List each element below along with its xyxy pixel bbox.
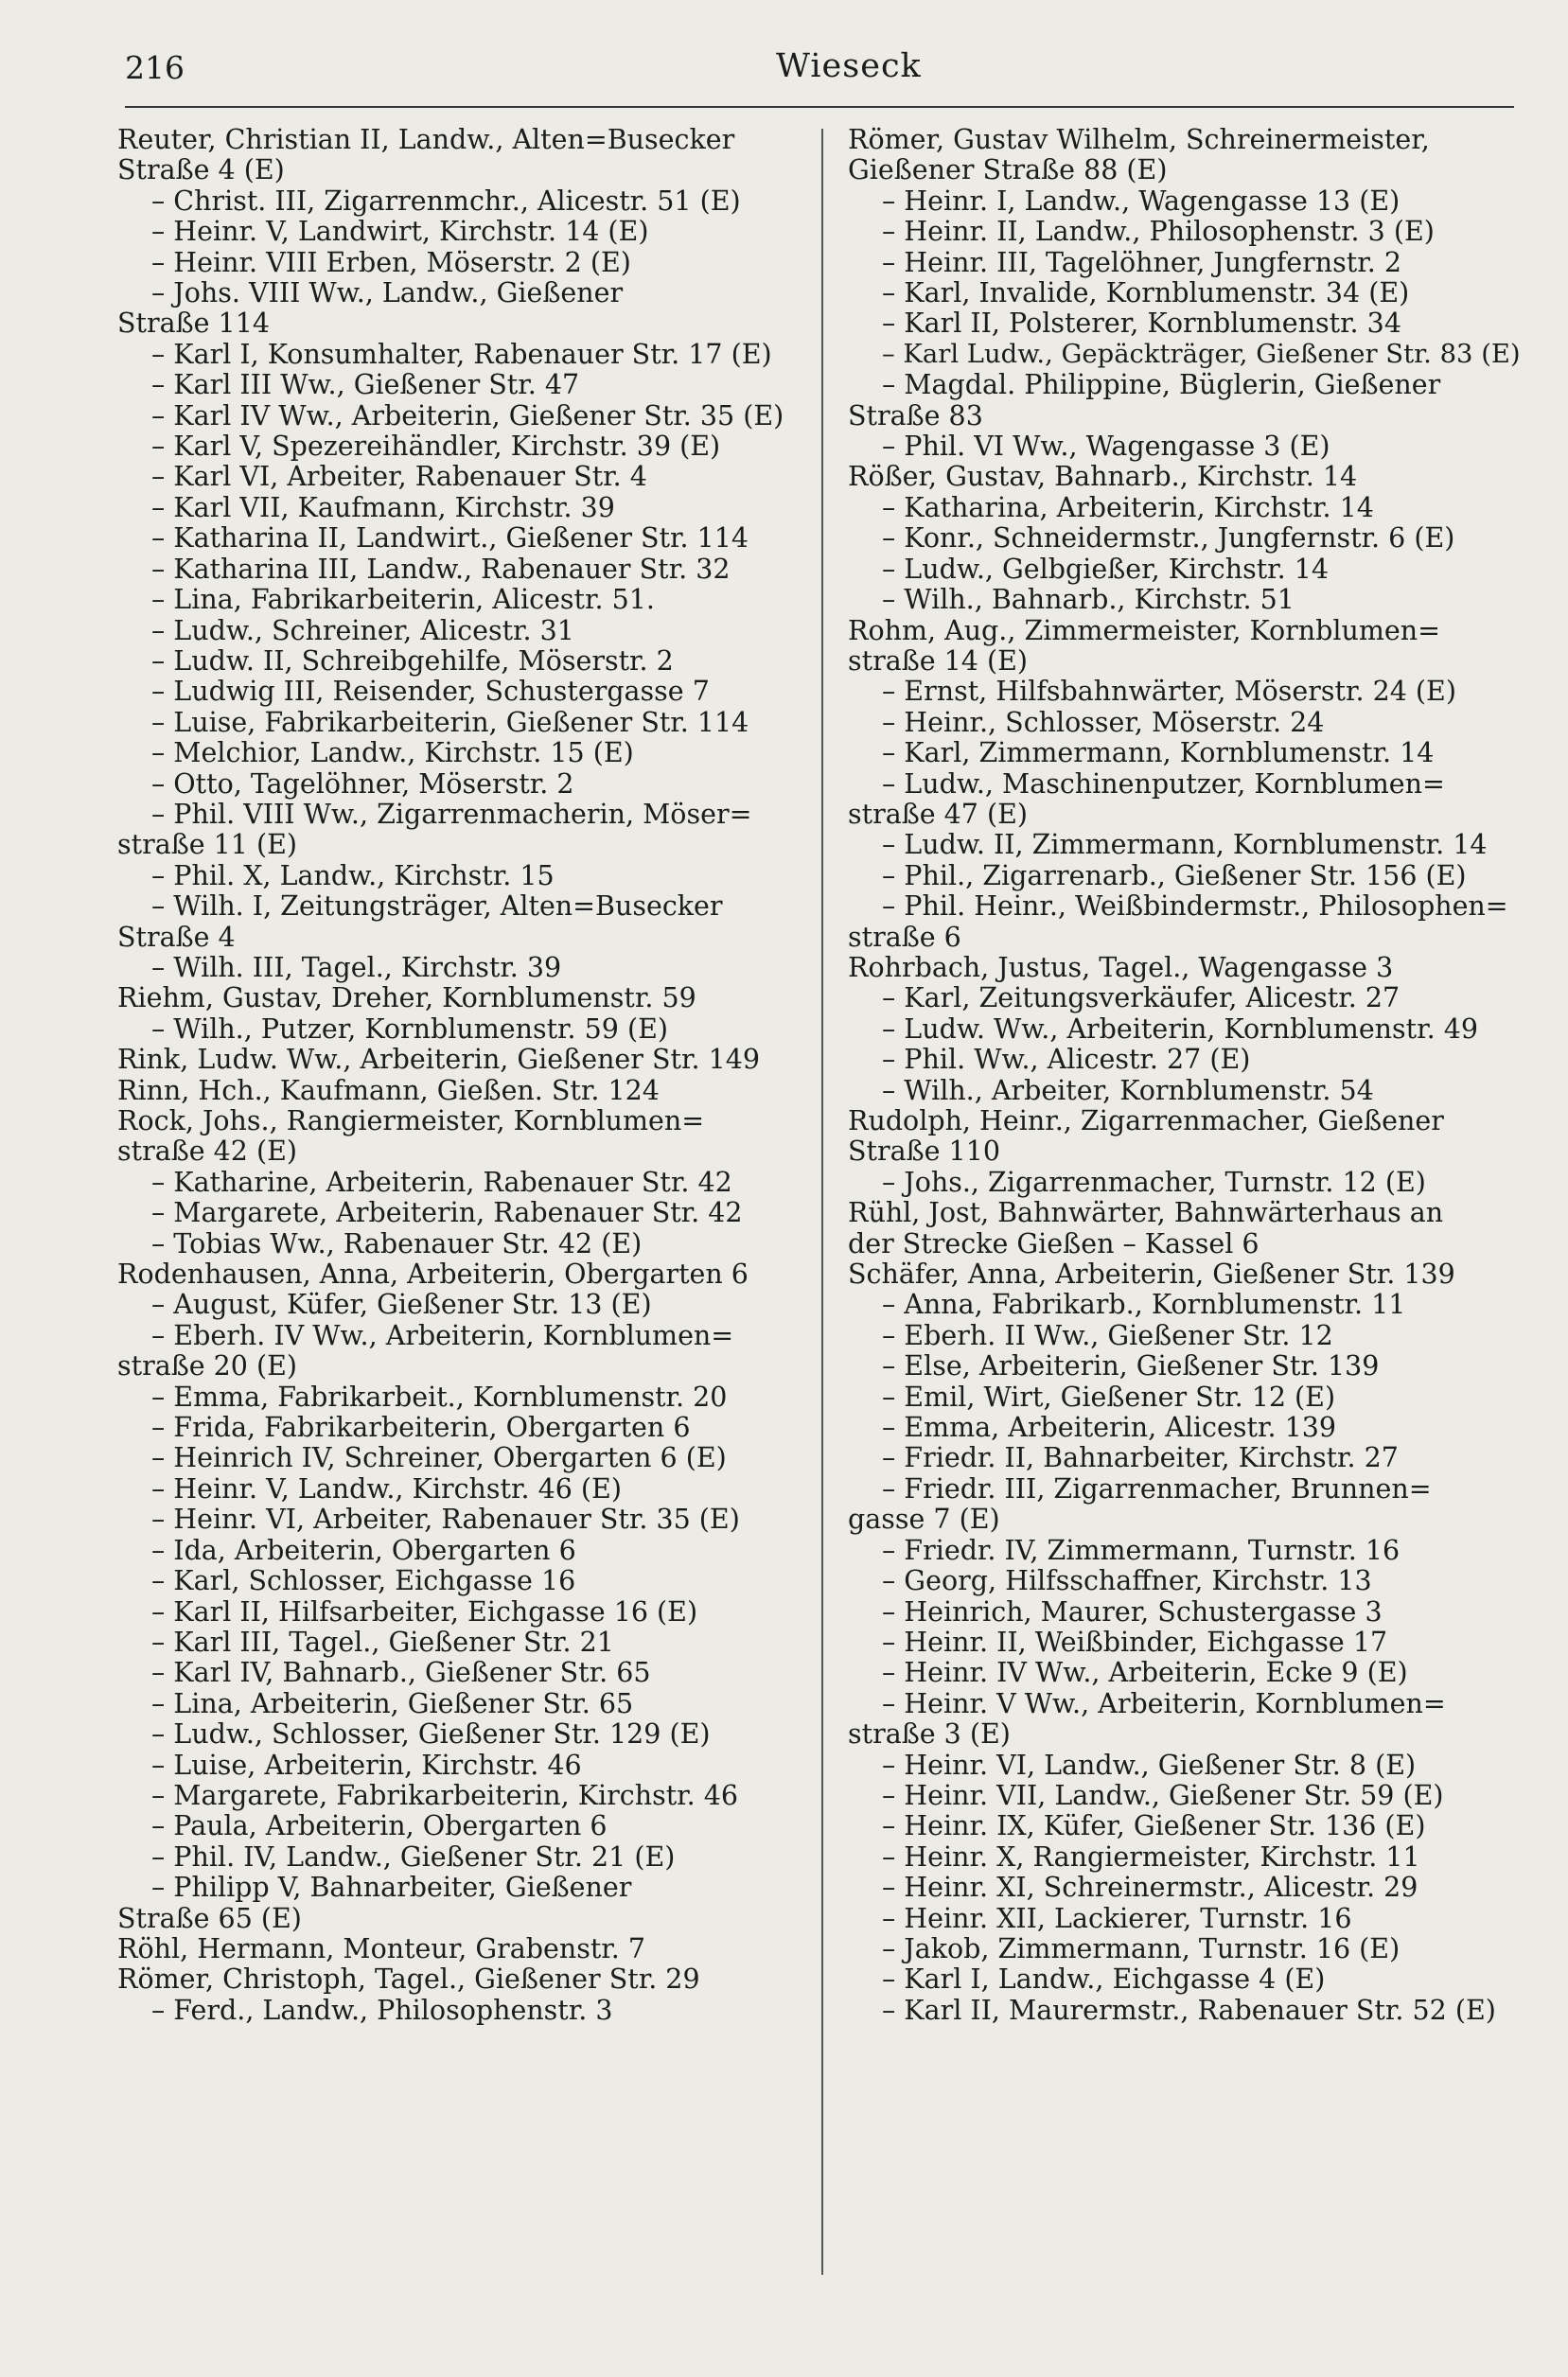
entry-continuation-line: straße 42 (E) [117, 1136, 298, 1168]
sub-entry-line: – Phil., Zigarrenarb., Gießener Str. 156 (E) [882, 859, 1467, 891]
entry-continuation-line: Straße 4 (E) [117, 154, 285, 186]
sub-entry-line: – Heinr. XI, Schreinermstr., Alicestr. 29 [882, 1872, 1418, 1904]
sub-entry-line: – Margarete, Arbeiterin, Rabenauer Str. 42 [151, 1197, 743, 1229]
sub-entry-line: – Ludw. II, Schreibgehilfe, Möserstr. 2 [151, 644, 674, 677]
sub-entry-line: – Frida, Fabrikarbeiterin, Obergarten 6 [151, 1412, 691, 1444]
sub-entry-line: – Ida, Arbeiterin, Obergarten 6 [151, 1534, 576, 1566]
sub-entry-line: – Karl, Schlosser, Eichgasse 16 [151, 1565, 576, 1597]
sub-entry-line: – Konr., Schneidermstr., Jungfernstr. 6 (E) [882, 522, 1455, 555]
entry-continuation-line: straße 3 (E) [848, 1718, 1011, 1751]
sub-entry-line: – Else, Arbeiterin, Gießener Str. 139 [882, 1350, 1380, 1382]
sub-entry-line: – Wilh., Bahnarb., Kirchstr. 51 [882, 584, 1295, 616]
sub-entry-line: – Magdal. Philippine, Büglerin, Gießener [882, 369, 1441, 401]
sub-entry-line: – Tobias Ww., Rabenauer Str. 42 (E) [151, 1227, 643, 1259]
directory-entry-line: Rink, Ludw. Ww., Arbeiterin, Gießener Str. 149 [117, 1044, 760, 1076]
entry-continuation-line: Straße 110 [848, 1136, 1000, 1168]
sub-entry-line: – Emil, Wirt, Gießener Str. 12 (E) [882, 1381, 1336, 1413]
sub-entry-line: – Wilh., Arbeiter, Kornblumenstr. 54 [882, 1074, 1374, 1106]
sub-entry-line: – Heinr. V Ww., Arbeiterin, Kornblumen= [882, 1687, 1446, 1719]
sub-entry-line: – Johs., Zigarrenmacher, Turnstr. 12 (E) [882, 1166, 1426, 1198]
sub-entry-line: – Ludw., Gelbgießer, Kirchstr. 14 [882, 553, 1330, 585]
sub-entry-line: – Karl II, Maurermstr., Rabenauer Str. 52 (E) [882, 1994, 1496, 2026]
sub-entry-line: – Heinr. V, Landwirt, Kirchstr. 14 (E) [151, 216, 649, 248]
sub-entry-line: – Ludw., Schlosser, Gießener Str. 129 (E) [151, 1718, 711, 1751]
column-divider [821, 129, 823, 2275]
sub-entry-line: – Karl III Ww., Gießener Str. 47 [151, 369, 580, 401]
left-column [117, 125, 806, 2026]
sub-entry-line: – Melchior, Landw., Kirchstr. 15 (E) [151, 737, 634, 769]
sub-entry-line: – Paula, Arbeiterin, Obergarten 6 [151, 1810, 608, 1842]
sub-entry-line: – Ferd., Landw., Philosophenstr. 3 [151, 1994, 613, 2026]
sub-entry-line: – Karl Ludw., Gepäckträger, Gießener Str. 83 (E) [882, 339, 1521, 369]
sub-entry-line: – Ludw., Maschinenputzer, Kornblumen= [882, 767, 1445, 800]
sub-entry-line: – Heinr. VI, Arbeiter, Rabenauer Str. 35 (E) [151, 1504, 740, 1536]
entry-continuation-line: Straße 83 [848, 399, 983, 431]
sub-entry-line: – August, Küfer, Gießener Str. 13 (E) [151, 1289, 652, 1321]
sub-entry-line: – Heinr. IX, Küfer, Gießener Str. 136 (E) [882, 1810, 1426, 1842]
directory-entry-line: Rohm, Aug., Zimmermeister, Kornblumen= [848, 614, 1440, 646]
page-title: Wieseck [776, 47, 922, 85]
entry-continuation-line: Straße 114 [117, 308, 270, 340]
page-number: 216 [125, 49, 185, 86]
sub-entry-line: – Eberh. IV Ww., Arbeiterin, Kornblumen= [151, 1319, 734, 1351]
sub-entry-line: – Karl V, Spezereihändler, Kirchstr. 39 (E) [151, 431, 721, 463]
sub-entry-line: – Heinr. XII, Lackierer, Turnstr. 16 [882, 1902, 1352, 1934]
right-column [848, 125, 1520, 2026]
sub-entry-line: – Lina, Arbeiterin, Gießener Str. 65 [151, 1687, 634, 1719]
sub-entry-line: – Katharina, Arbeiterin, Kirchstr. 14 [882, 491, 1374, 523]
sub-entry-line: – Karl II, Polsterer, Kornblumenstr. 34 [882, 308, 1401, 340]
sub-entry-line: – Margarete, Fabrikarbeiterin, Kirchstr. 46 [151, 1779, 739, 1811]
sub-entry-line: – Heinr. III, Tagelöhner, Jungfernstr. 2 [882, 246, 1401, 278]
sub-entry-line: – Friedr. III, Zigarrenmacher, Brunnen= [882, 1472, 1432, 1505]
entry-continuation-line: Straße 65 (E) [117, 1902, 302, 1934]
sub-entry-line: – Georg, Hilfsschaffner, Kirchstr. 13 [882, 1565, 1372, 1597]
sub-entry-line: – Heinr. IV Ww., Arbeiterin, Ecke 9 (E) [882, 1657, 1408, 1689]
directory-entry-line: Rohrbach, Justus, Tagel., Wagengasse 3 [848, 951, 1394, 983]
sub-entry-line: – Katharina II, Landwirt., Gießener Str. 114 [151, 522, 749, 555]
directory-entry-line: Rock, Johs., Rangiermeister, Kornblumen= [117, 1105, 705, 1136]
sub-entry-line: – Phil. X, Landw., Kirchstr. 15 [151, 859, 555, 891]
header-rule [125, 106, 1514, 108]
sub-entry-line: – Ludw., Schreiner, Alicestr. 31 [151, 614, 574, 646]
sub-entry-line: – Heinrich, Maurer, Schustergasse 3 [882, 1595, 1383, 1628]
sub-entry-line: – Katharina III, Landw., Rabenauer Str. 32 [151, 553, 731, 585]
sub-entry-line: – Heinr. VII, Landw., Gießener Str. 59 (E) [882, 1779, 1444, 1811]
sub-entry-line: – Otto, Tagelöhner, Möserstr. 2 [151, 767, 574, 800]
directory-entry-line: Schäfer, Anna, Arbeiterin, Gießener Str. 139 [848, 1259, 1455, 1291]
sub-entry-line: – Ludw. Ww., Arbeiterin, Kornblumenstr. 49 [882, 1012, 1478, 1045]
sub-entry-line: – Wilh. I, Zeitungsträger, Alten=Busecker [151, 890, 723, 923]
sub-entry-line: – Lina, Fabrikarbeiterin, Alicestr. 51. [151, 584, 655, 616]
entry-continuation-line: Straße 4 [117, 921, 236, 953]
sub-entry-line: – Ernst, Hilfsbahnwärter, Möserstr. 24 (E) [882, 676, 1456, 708]
sub-entry-line: – Karl I, Landw., Eichgasse 4 (E) [882, 1963, 1326, 1996]
sub-entry-line: – Philipp V, Bahnarbeiter, Gießener [151, 1872, 632, 1904]
entry-continuation-line: straße 11 (E) [117, 829, 298, 861]
sub-entry-line: – Phil. Ww., Alicestr. 27 (E) [882, 1044, 1251, 1076]
sub-entry-line: – Emma, Arbeiterin, Alicestr. 139 [882, 1412, 1336, 1444]
directory-entry-line: Römer, Christoph, Tagel., Gießener Str. 29 [117, 1963, 700, 1996]
sub-entry-line: – Karl I, Konsumhalter, Rabenauer Str. 17 (E) [151, 338, 772, 370]
sub-entry-line: – Karl, Zeitungsverkäufer, Alicestr. 27 [882, 982, 1401, 1014]
sub-entry-line: – Heinr., Schlosser, Möserstr. 24 [882, 706, 1325, 738]
directory-entry-line: Röhl, Hermann, Monteur, Grabenstr. 7 [117, 1932, 646, 1964]
sub-entry-line: – Karl VI, Arbeiter, Rabenauer Str. 4 [151, 461, 647, 493]
directory-entry-line: Rößer, Gustav, Bahnarb., Kirchstr. 14 [848, 461, 1358, 493]
sub-entry-line: – Karl II, Hilfsarbeiter, Eichgasse 16 (E) [151, 1595, 698, 1628]
sub-entry-line: – Christ. III, Zigarrenmchr., Alicestr. 51 (E) [151, 185, 741, 217]
sub-entry-line: – Karl III, Tagel., Gießener Str. 21 [151, 1626, 614, 1658]
sub-entry-line: – Karl IV, Bahnarb., Gießener Str. 65 [151, 1657, 651, 1689]
directory-entry-line: Reuter, Christian II, Landw., Alten=Busecker [117, 124, 735, 155]
sub-entry-line: – Jakob, Zimmermann, Turnstr. 16 (E) [882, 1932, 1401, 1964]
sub-entry-line: – Friedr. II, Bahnarbeiter, Kirchstr. 27 [882, 1442, 1399, 1474]
sub-entry-line: – Wilh. III, Tagel., Kirchstr. 39 [151, 951, 562, 983]
directory-entry-line: Riehm, Gustav, Dreher, Kornblumenstr. 59 [117, 982, 696, 1014]
directory-entry-line: Rinn, Hch., Kaufmann, Gießen. Str. 124 [117, 1074, 660, 1106]
sub-entry-line: – Phil. VI Ww., Wagengasse 3 (E) [882, 431, 1330, 463]
sub-entry-line: – Phil. VIII Ww., Zigarrenmacherin, Möser= [151, 798, 752, 830]
entry-continuation-line: Gießener Straße 88 (E) [848, 154, 1168, 186]
sub-entry-line: – Karl, Invalide, Kornblumenstr. 34 (E) [882, 277, 1410, 309]
directory-entry-line: Rudolph, Heinr., Zigarrenmacher, Gießener [848, 1105, 1444, 1136]
sub-entry-line: – Johs. VIII Ww., Landw., Gießener [151, 277, 624, 309]
sub-entry-line: – Heinr. V, Landw., Kirchstr. 46 (E) [151, 1472, 622, 1505]
entry-continuation-line: gasse 7 (E) [848, 1504, 1000, 1536]
sub-entry-line: – Luise, Arbeiterin, Kirchstr. 46 [151, 1749, 582, 1781]
sub-entry-line: – Heinr. II, Landw., Philosophenstr. 3 (E) [882, 216, 1435, 248]
sub-entry-line: – Ludw. II, Zimmermann, Kornblumenstr. 14 [882, 829, 1488, 861]
sub-entry-line: – Heinr. VI, Landw., Gießener Str. 8 (E) [882, 1749, 1417, 1781]
sub-entry-line: – Phil. Heinr., Weißbindermstr., Philosophen= [882, 890, 1508, 923]
sub-entry-line: – Karl VII, Kaufmann, Kirchstr. 39 [151, 491, 615, 523]
sub-entry-line: – Friedr. IV, Zimmermann, Turnstr. 16 [882, 1534, 1401, 1566]
sub-entry-line: – Karl, Zimmermann, Kornblumenstr. 14 [882, 737, 1435, 769]
directory-entry-line: Rühl, Jost, Bahnwärter, Bahnwärterhaus an [848, 1197, 1444, 1229]
sub-entry-line: – Phil. IV, Landw., Gießener Str. 21 (E) [151, 1840, 676, 1873]
sub-entry-line: – Emma, Fabrikarbeit., Kornblumenstr. 20 [151, 1381, 728, 1413]
sub-entry-line: – Heinr. X, Rangiermeister, Kirchstr. 11 [882, 1840, 1420, 1873]
sub-entry-line: – Ludwig III, Reisender, Schustergasse 7 [151, 676, 710, 708]
sub-entry-line: – Luise, Fabrikarbeiterin, Gießener Str. 114 [151, 706, 749, 738]
sub-entry-line: – Eberh. II Ww., Gießener Str. 12 [882, 1319, 1333, 1351]
sub-entry-line: – Wilh., Putzer, Kornblumenstr. 59 (E) [151, 1012, 669, 1045]
sub-entry-line: – Katharine, Arbeiterin, Rabenauer Str. 42 [151, 1166, 732, 1198]
sub-entry-line: – Heinr. II, Weißbinder, Eichgasse 17 [882, 1626, 1388, 1658]
sub-entry-line: – Heinr. VIII Erben, Möserstr. 2 (E) [151, 246, 631, 278]
sub-entry-line: – Heinr. I, Landw., Wagengasse 13 (E) [882, 185, 1401, 217]
sub-entry-line: – Karl IV Ww., Arbeiterin, Gießener Str. 35 (E) [151, 399, 784, 431]
entry-continuation-line: der Strecke Gießen – Kassel 6 [848, 1227, 1260, 1259]
sub-entry-line: – Heinrich IV, Schreiner, Obergarten 6 (E) [151, 1442, 727, 1474]
entry-continuation-line: straße 6 [848, 921, 961, 953]
entry-continuation-line: straße 14 (E) [848, 644, 1029, 677]
entry-continuation-line: straße 20 (E) [117, 1350, 298, 1382]
sub-entry-line: – Anna, Fabrikarb., Kornblumenstr. 11 [882, 1289, 1406, 1321]
entry-continuation-line: straße 47 (E) [848, 798, 1029, 830]
directory-entry-line: Rodenhausen, Anna, Arbeiterin, Obergarten 6 [117, 1259, 749, 1291]
directory-entry-line: Römer, Gustav Wilhelm, Schreinermeister, [848, 124, 1430, 155]
